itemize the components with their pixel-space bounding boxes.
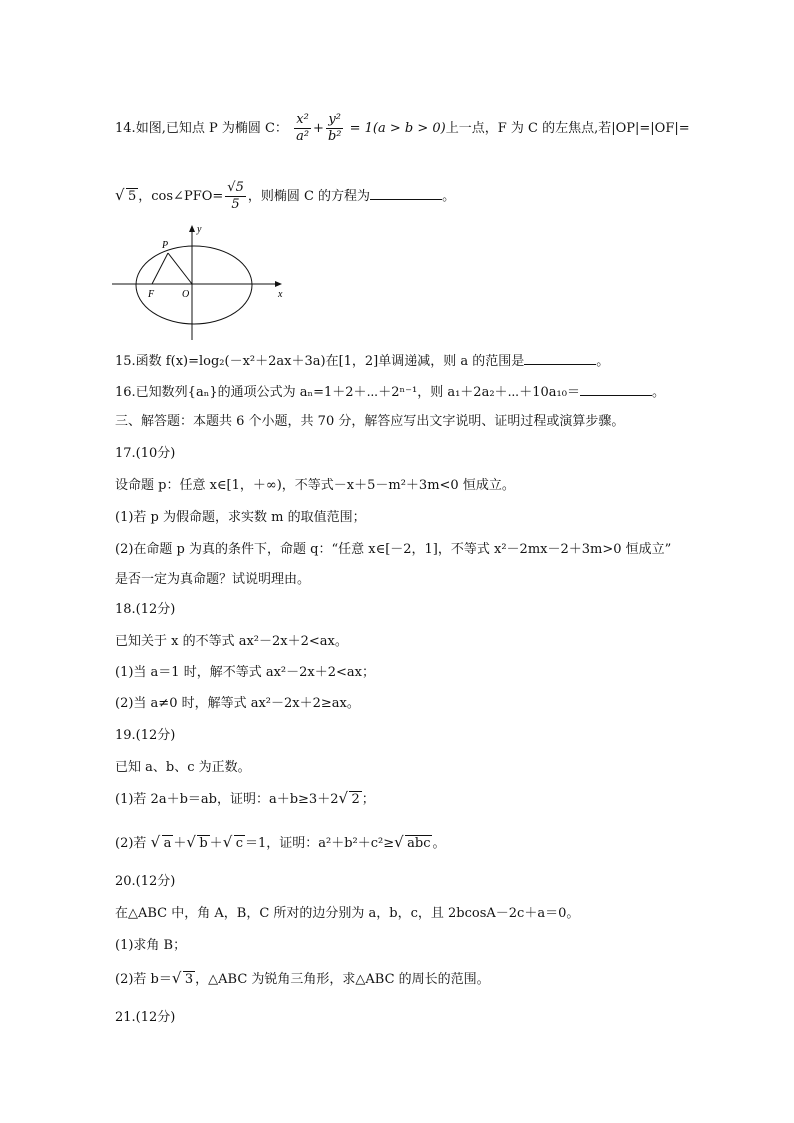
plus-sign: +	[313, 121, 324, 136]
q21-head: 21.(12分)	[115, 1010, 176, 1025]
q19-premise: 已知 a、b、c 为正数。	[115, 760, 251, 775]
q17-part1: (1)若 p 为假命题，求实数 m 的取值范围；	[115, 510, 366, 525]
q19-part1-text: (1)若 2a＋b＝ab，证明：a＋b≥3＋2	[115, 792, 339, 807]
q20-part2-text: ，△ABC 为锐角三角形，求△ABC 的周长的范围。	[195, 972, 490, 987]
q16-blank	[580, 383, 652, 396]
sqrt-b-radicand: b	[199, 836, 208, 851]
plus-2: ＋	[209, 836, 223, 851]
q18-part2: (2)当 a≠0 时，解等式 ax²－2x＋2≥ax。	[115, 696, 360, 711]
point-f-label: F	[148, 289, 155, 300]
segment-po	[168, 253, 192, 284]
sqrt-c-radicand: c	[235, 836, 243, 851]
y-squared: y²	[326, 112, 344, 129]
sqrt-c	[223, 835, 245, 853]
q15-text: 15.函数 f(x)=log₂(－x²＋2ax＋3a)在[1，2]单调递减，则 a 的范围是	[115, 354, 525, 369]
sqrt-a-radicand: a	[163, 836, 172, 851]
q19-head: 19.(12分)	[115, 728, 176, 743]
point-o-label: O	[182, 289, 190, 300]
q18-part1: (1)当 a＝1 时，解不等式 ax²－2x＋2<ax；	[115, 665, 375, 680]
sqrt-a	[151, 835, 174, 853]
sqrt-2-radicand: 2	[351, 792, 360, 807]
q14-number: 14.	[115, 121, 136, 136]
q14-text-b: 上一点，F 为 C 的左焦点,若|OP|=|OF|=	[445, 121, 690, 136]
answer-blank	[370, 187, 442, 200]
cos-num: √5	[227, 180, 244, 195]
b-squared: b²	[327, 129, 342, 144]
q16-end: 。	[651, 385, 665, 400]
y-axis-label: y	[197, 224, 202, 235]
cos-fraction	[225, 180, 246, 213]
sqrt-3	[172, 971, 195, 989]
sqrt-5-radicand: 5	[128, 189, 137, 204]
sqrt-5	[115, 188, 138, 206]
period: 。	[442, 189, 456, 204]
q19-part2-lead: (2)若	[115, 836, 147, 851]
y-fraction	[326, 112, 344, 145]
x-squared: x²	[294, 112, 311, 129]
ellipse-eq-rest: = 1(a > b > 0)	[349, 121, 446, 136]
ellipse-figure	[112, 222, 287, 342]
segment-pf	[152, 253, 168, 284]
q14-text-a: 如图,已知点 P 为椭圆 C：	[135, 121, 288, 136]
q20-head: 20.(12分)	[115, 874, 176, 889]
point-p-label: P	[162, 240, 169, 251]
q15-end: 。	[596, 354, 610, 369]
q18-head: 18.(12分)	[115, 602, 176, 617]
x-axis-label: x	[278, 289, 283, 300]
q17-premise: 设命题 p：任意 x∈[1，＋∞)，不等式－x＋5－m²＋3m<0 恒成立。	[115, 478, 515, 493]
sqrt-2	[338, 791, 361, 809]
q15	[115, 352, 609, 371]
sqrt-abc-radicand: abc	[407, 836, 431, 851]
q16	[115, 383, 665, 402]
section-3-heading: 三、解答题：本题共 6 个小题，共 70 分，解答应写出文字说明、证明过程或演算步骤。	[115, 414, 625, 429]
q19-part2-end: 。	[432, 836, 446, 851]
ellipse-c	[136, 246, 252, 324]
q19-part1-end: ；	[361, 792, 375, 807]
q20-part2	[115, 971, 490, 989]
q14-end-text: ，则椭圆 C 的方程为	[247, 189, 371, 204]
plus-1: ＋	[173, 836, 187, 851]
q14-line2	[115, 180, 455, 213]
q15-blank	[524, 352, 596, 365]
q20-premise: 在△ABC 中，角 A，B，C 所对的边分别为 a，b，c，且 2bcosA－2c＋a＝0。	[115, 906, 580, 921]
q20-part1: (1)求角 B；	[115, 938, 187, 953]
q18-premise: 已知关于 x 的不等式 ax²－2x＋2<ax。	[115, 634, 348, 649]
sqrt-abc	[394, 835, 432, 853]
a-squared: a²	[296, 129, 310, 144]
q17-part2a: (2)在命题 p 为真的条件下，命题 q：“任意 x∈[－2，1]，不等式 x²－2mx－2＋3m>0 恒成立”	[115, 542, 672, 557]
x-fraction	[294, 112, 311, 145]
x-axis-arrow	[275, 281, 282, 287]
q19-part2-text: ＝1，证明：a²＋b²＋c²≥	[244, 836, 395, 851]
q17-head: 17.(10分)	[115, 446, 176, 461]
sqrt-b	[186, 835, 209, 853]
q20-part2-lead: (2)若 b＝	[115, 972, 172, 987]
sqrt-3-radicand: 3	[184, 972, 194, 987]
y-axis-arrow	[189, 225, 195, 232]
q19-part2	[115, 835, 446, 853]
cos-den: 5	[231, 197, 240, 212]
q14-line1	[115, 112, 690, 145]
q16-text: 16.已知数列{aₙ}的通项公式为 aₙ=1＋2＋⋯＋2ⁿ⁻¹，则 a₁＋2a₂＋⋯＋10a₁₀＝	[115, 385, 580, 400]
q14-cos-text: ，cos∠PFO=	[138, 189, 224, 204]
q19-part1	[115, 791, 375, 809]
q17-part2b: 是否一定为真命题？试说明理由。	[115, 572, 311, 587]
